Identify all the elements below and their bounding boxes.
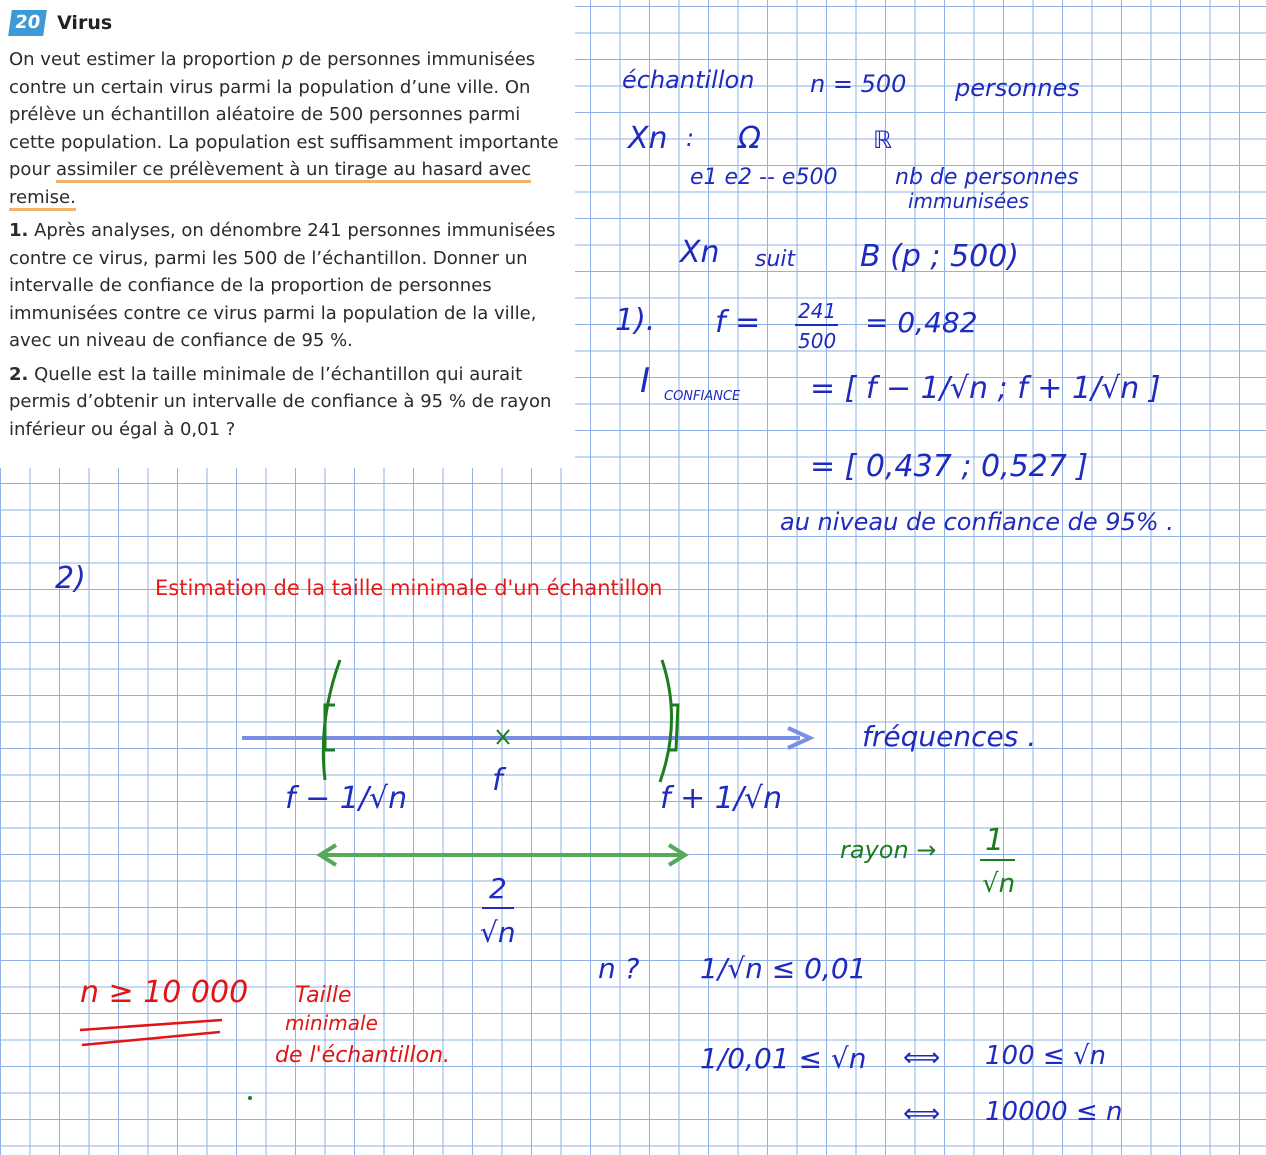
note-persons: personnes (955, 74, 1080, 102)
note-nb-persons: nb de personnes (895, 165, 1079, 190)
note-omega: Ω (738, 121, 761, 156)
note-right-bound: f + 1/√n (660, 781, 783, 816)
highlighted-phrase: assimiler ce prélèvement à un tirage au hasard avec remise. (9, 159, 531, 211)
note-axis-label: fréquences . (862, 720, 1037, 753)
width-arrow (320, 845, 685, 865)
note-n-eq: n = 500 (810, 70, 907, 98)
section-heading: Estimation de la taille minimale d'un échantillon (155, 576, 663, 600)
note-iff-2: ⟺ (903, 1099, 941, 1129)
exercise-statement: On veut estimer la proportion p de personnes immunisées contre un certain virus parmi la population d’une ville. On prélève un échantillon aléatoire de 500 personnes parmi cette population. La population est suffisamment importante pour assimiler ce prélèvement à un tirage au hasard avec remise. (9, 46, 569, 211)
exercise-number-badge: 20 (8, 10, 47, 36)
note-taille: Taille (295, 983, 352, 1008)
note-sample: échantillon (622, 66, 755, 94)
question-1: 1. Après analyses, on dénombre 241 personnes immunisées contre ce virus, parmi les 500 de l’échantillon. Donner un intervalle de confiance de la proportion de personnes immunisées contre ce virus parmi la population de la ville, avec un niveau de confiance de 95 %. (9, 220, 556, 351)
note-minimale: minimale (285, 1011, 378, 1035)
note-left-bound: f − 1/√n (285, 781, 408, 816)
note-width-num: 2 (489, 872, 507, 905)
note-q2: 2) (55, 561, 86, 596)
note-immunized: immunisées (908, 189, 1029, 213)
note-n-question: n ? (598, 952, 640, 985)
exercise-title: Virus (57, 12, 113, 34)
note-result: n ≥ 10 000 (80, 975, 249, 1010)
note-width-den: √n (480, 916, 516, 949)
note-i-label: I (640, 361, 651, 401)
note-frac-num: 241 (798, 299, 837, 323)
note-ineq-2-right: 100 ≤ √n (985, 1041, 1106, 1071)
note-interval-values: = [ 0,437 ; 0,527 ] (810, 449, 1089, 484)
note-rayon: rayon → (840, 836, 937, 864)
note-rayon-den: √n (982, 869, 1016, 899)
note-ineq-3: 10000 ≤ n (985, 1097, 1123, 1127)
note-f-label: f = (715, 305, 761, 340)
note-suit: suit (755, 247, 796, 272)
note-ineq-2-left: 1/0,01 ≤ √n (700, 1042, 867, 1075)
note-rayon-num: 1 (985, 823, 1005, 858)
note-frac-den: 500 (798, 329, 837, 353)
note-elems: e1 e2 -- e500 (690, 165, 838, 190)
note-confidence-level: au niveau de confiance de 95% . (780, 508, 1174, 536)
note-xn: Xn (628, 121, 668, 156)
note-q1: 1). (615, 303, 656, 338)
note-binomial: B (p ; 500) (860, 239, 1020, 274)
note-center-f: f (492, 763, 503, 798)
note-real: ℝ (873, 126, 893, 154)
note-xn-2: Xn (680, 235, 720, 270)
note-iff-1: ⟺ (903, 1043, 941, 1073)
note-de-echantillon: de l'échantillon. (275, 1043, 451, 1068)
note-ineq-1: 1/√n ≤ 0,01 (700, 952, 867, 985)
result-underline (80, 1020, 222, 1045)
frequency-axis (242, 728, 810, 748)
question-2: 2. Quelle est la taille minimale de l’échantillon qui aurait permis d’obtenir un intervalle de confiance à 95 % de rayon inférieur ou égal à 0,01 ? (9, 363, 552, 440)
note-colon: : (686, 124, 695, 152)
note-interval-formula: = [ f − 1/√n ; f + 1/√n ] (810, 371, 1161, 406)
note-f-value: = 0,482 (865, 306, 978, 339)
note-confiance-sub: CONFIANCE (664, 389, 741, 404)
